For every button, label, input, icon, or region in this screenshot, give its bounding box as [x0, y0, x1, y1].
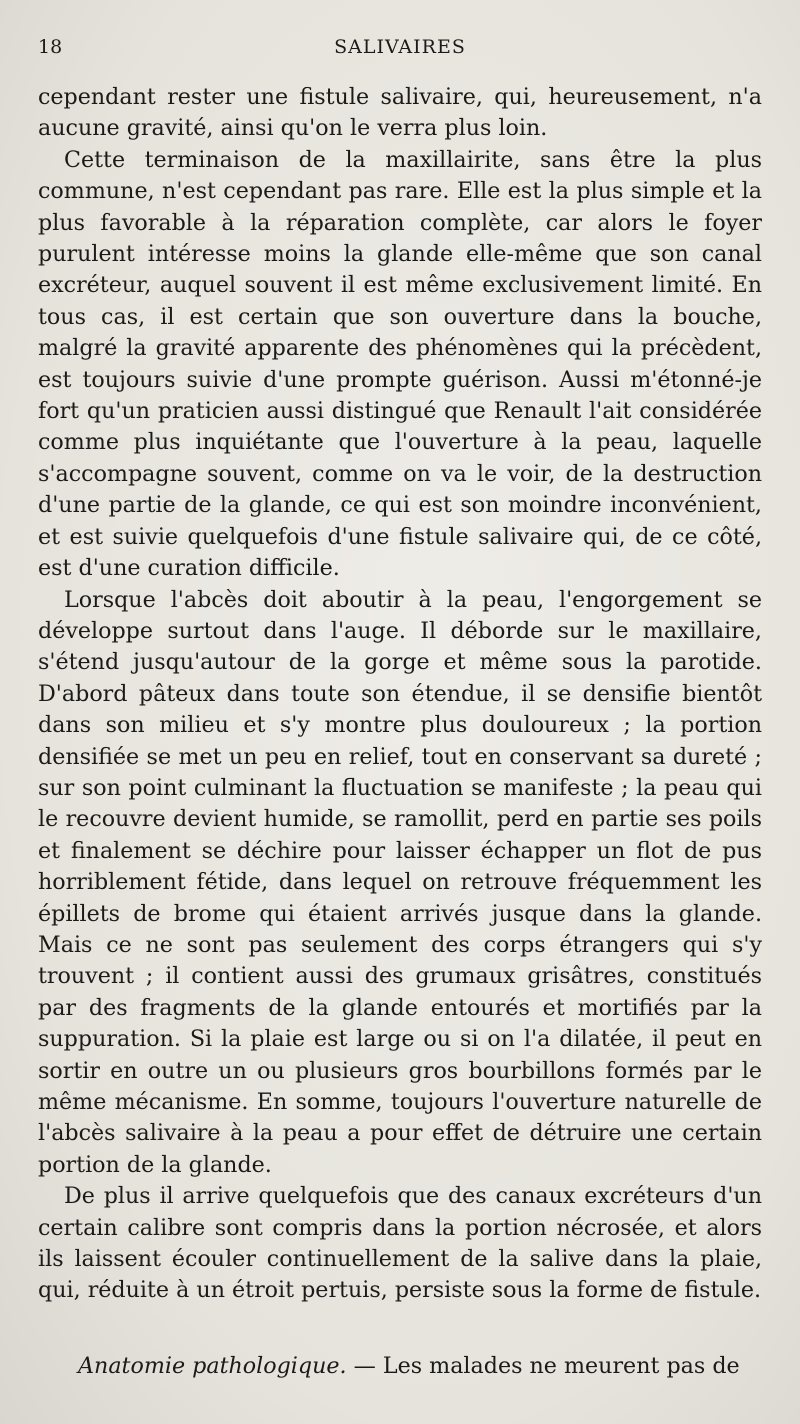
section-title: Anatomie pathologique.	[78, 1352, 347, 1379]
body-text	[38, 82, 762, 1382]
running-head	[38, 36, 762, 58]
section-text: — Les malades ne meurent pas de	[346, 1352, 740, 1379]
paragraph: Cette terminaison de la maxillairite, sans être la plus commune, n'est cependant pas rare. Elle est la plus simple et la plus favorable à la réparation complète, car alors le foyer purulent intéresse moins la glande elle-même que son canal excréteur, auquel souvent il est même exclusivement limité. En tous cas, il est certain que son ouverture dans la bouche, malgré la gravité apparente des phénomènes qui la précèdent, est toujours suivie d'une prompte guérison. Aussi m'étonné-je fort qu'un praticien aussi distingué que Renault l'ait considérée comme plus inquiétante que l'ouverture à la peau, laquelle s'accompagne souvent, comme on va le voir, de la destruction d'une partie de la glande, ce qui est son moindre inconvénient, et est suivie quelquefois d'une fistule salivaire qui, de ce côté, est d'une curation difficile.	[38, 146, 762, 582]
paragraph: Lorsque l'abcès doit aboutir à la peau, l'engorgement se développe surtout dans l'auge. Il déborde sur le maxillaire, s'étend jusqu'autour de la gorge et même sous la parotide. D'abord pâteux dans toute son étendue, il se densifie bientôt dans son milieu et s'y montre plus douloureux ; la portion densifiée se met un peu en relief, tout en conservant sa dureté ; sur son point culminant la fluctuation se manifeste ; la peau qui le recouvre devient humide, se ramollit, perd en partie ses poils et finalement se déchire pour laisser échapper un flot de pus horriblement fétide, dans lequel on retrouve fréquemment les épillets de brome qui étaient arrivés jusque dans la glande. Mais ce ne sont pas seulement des corps étrangers qui s'y trouvent ; il contient aussi des grumaux grisâtres, constitués par des fragments de la glande entourés et mortifiés par la suppuration. Si la plaie est large ou si on l'a dilatée, il peut en sortir en outre un ou plusieurs gros bourbillons formés par le même mécanisme. En somme, toujours l'ouverture naturelle de l'abcès salivaire à la peau a pour effet de détruire une certain portion de la glande.	[38, 586, 762, 1178]
running-title: SALIVAIRES	[334, 36, 466, 58]
section-paragraph	[38, 1351, 762, 1382]
page-number: 18	[38, 36, 63, 58]
paragraph: cependant rester une fistule salivaire, qui, heureusement, n'a aucune gravité, ainsi qu'on le verra plus loin.	[38, 84, 762, 142]
paragraph: De plus il arrive quelquefois que des canaux excréteurs d'un certain calibre sont compris dans la portion nécrosée, et alors ils laissent écouler continuellement de la salive dans la plaie, qui, réduite à un étroit pertuis, persiste sous la forme de fistule.	[38, 1183, 762, 1304]
